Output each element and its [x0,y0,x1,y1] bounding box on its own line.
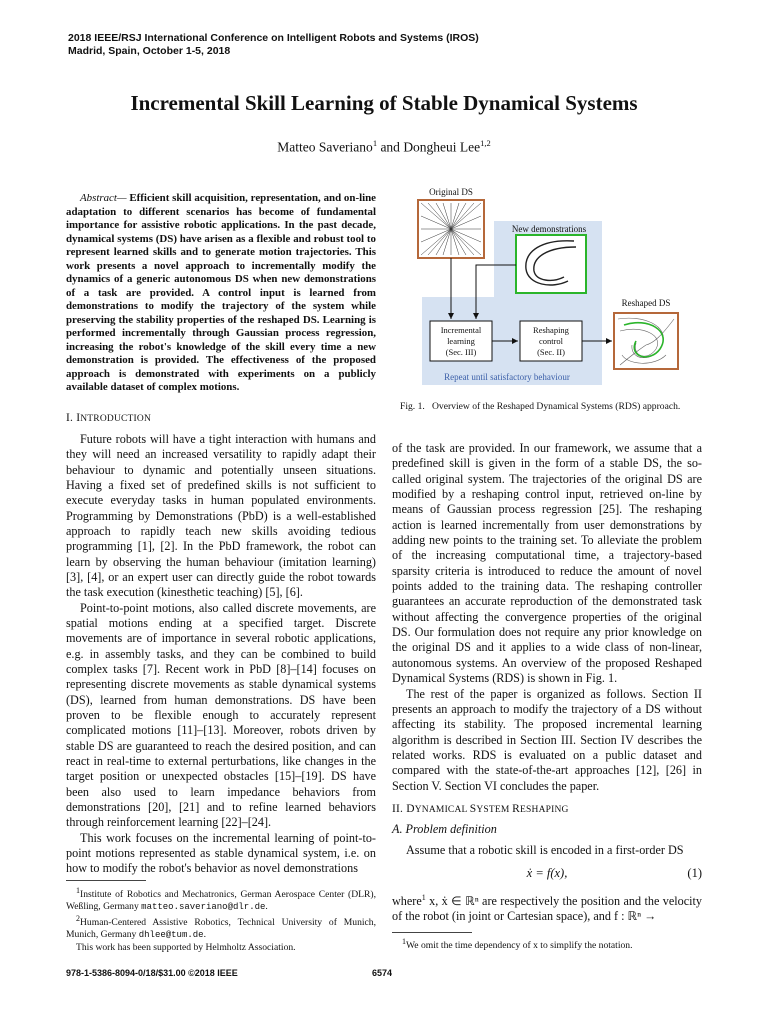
footnote-text: Human-Centered Assistive Robotics, Technical University of Munich, Munich, Germany [66,917,376,941]
footer-page-number: 6574 [372,968,393,978]
subsection-problem-definition: A. Problem definition [392,822,497,837]
section-number: I. [66,411,77,424]
figure-1 [392,185,712,395]
footnote-text: Institute of Robotics and Mechatronics, German Aerospace Center (DLR), Weßling, Germany [66,889,376,912]
equation-1 [392,864,702,884]
label-reshaping-3: (Sec. II) [537,347,565,357]
footnote-marker: 2 [76,914,80,924]
email-link[interactable]: matteo.saveriano@dlr.de [141,901,266,912]
caption-label: Fig. 1. [400,401,425,412]
author-1: Matteo Saveriano [277,139,373,155]
abstract-dash: — [116,192,130,204]
footnote-marker: 1 [402,937,406,946]
section-cap: R [512,802,521,815]
footnote-text: We omit the time dependency of x to simplify the notation. [406,940,633,952]
section-smallcaps: NTRODUCTION [80,413,152,424]
label-new-demonstrations: New demonstrations [511,224,587,234]
right-footnotes [392,932,702,952]
figure-1-caption [400,401,710,412]
section-smallcaps: ESHAPING [520,804,569,815]
label-reshaping-1: Reshaping [533,325,569,335]
author-line [0,138,768,156]
footnote-affiliation-1 [66,885,376,913]
intro-paragraph-1: Future robots will have a tight interaction with humans and they will need an increased versatility to rapidly adapt their behaviour to dynamic and potentially unseen situations. Having a fixed set of predefined skills is not sufficient to execute everyday tasks in human populated environments. Programming by Demonstrations (PbD) is a well-established approach to rapidly teach new skills avoiding tedious programming [1], [2]. In the PbD framework, the robot can learn by observing the human behaviour (imitation learning) [3], [4], or an expert user can directly guide the robot towards the task execution (kinesthetic teaching) [5], [6]. [66,431,376,600]
footnote-end: . [203,929,206,941]
section-cap: I [76,411,81,424]
text-run: x, ẋ ∈ ℝⁿ are respectively the position and the velocity of the robot (in joint or Cartesian space), and f : ℝⁿ → [392,894,702,924]
paper-title: Incremental Skill Learning of Stable Dynamical Systems [130,91,638,115]
intro-paragraph-3: This work focuses on the incremental learning of point-to-point motions represented as stable dynamical system, i.e. on how to modify the robot's behavior as novel demonstrations [66,830,376,876]
footnote-marker: 1 [76,886,80,895]
label-incremental-2: learning [447,336,475,346]
section-smallcaps: YNAMICAL [414,804,470,815]
author-2: Dongheui Lee [403,139,481,155]
email-link[interactable]: dhlee@tum.de [138,930,204,941]
text-run: where [392,894,422,908]
label-incremental-3: (Sec. III) [445,347,477,357]
label-repeat: Repeat until satisfactory behaviour [444,372,570,382]
caption-text: Overview of the Reshaped Dynamical Systems (RDS) approach. [432,401,681,412]
section-smallcaps: YSTEM [476,804,513,815]
right-column [392,441,702,925]
left-footnotes [66,880,376,953]
original-ds-field [421,203,481,255]
author-conjunction: and [377,139,404,155]
abstract-text: Efficient skill acquisition, representation, and on-line adaptation to different scenarios has become of fundamental importance for assistive robotic applications. In the past decade, dynamical systems (DS) have arisen as a flexible and robust tool to represent learned skills and to generate motion trajectories. This work presents a novel approach to incrementally modify the dynamics of a generic autonomous DS when new demonstrations of a task are provided. A control input is learned from demonstrations to modify the trajectory of the system while preserving the stability properties of the reshaped DS. Learning is performed incrementally through Gaussian process regression, increasing the robot's knowledge of the skill every time a new demonstration is provided. The effectiveness of the proposed approach is demonstrated with experiments on a publicly available dataset of complex motions. [66,192,377,393]
label-incremental-1: Incremental [440,325,482,335]
footnote-notation [392,936,702,952]
label-reshaping-2: control [538,336,564,346]
intro-paragraph-2: Point-to-point motions, also called discrete movements, are spatial motions ending at a specified target. Discrete movements are of importance in several robotic applications, e.g. in assembly tasks, and they can be combined to build complex tasks [7]. Recent work in PbD [8]–[14] focuses on representing discrete movements as stable dynamical systems (DS), learned from human demonstrations. DS have been proven to be flexible enough to accurately represent complicated motions [11]–[13]. Moreover, robots driven by stable DS are guaranteed to reach the desired position, and can react in real-time to external perturbations, like changes in the target position or unexpected obstacles [15]–[19]. DS have been also used to learn impedance behaviors from demonstrations [20], [21] and to refine learned behaviors through reinforcement learning [22]–[24]. [66,600,376,830]
equation-number: (1) [687,865,702,880]
right-paragraph-3: Assume that a robotic skill is encoded in a first-order DS [406,842,684,857]
author-2-affil: 1,2 [480,138,491,148]
conference-header [68,32,479,58]
conference-location: Madrid, Spain, October 1-5, 2018 [68,45,231,57]
label-reshaped-ds: Reshaped DS [621,298,671,308]
author-1-affil: 1 [372,138,378,148]
left-column [66,192,376,877]
equation-body: ẋ = f(x), [526,865,568,880]
section-cap: D [406,802,415,815]
footnote-end: . [265,900,268,912]
footer-copyright: 978-1-5386-8094-0/18/$31.00 ©2018 IEEE [66,968,238,978]
footnote-funding: This work has been supported by Helmholtz Association. [76,941,296,953]
section-number: II. [392,802,407,815]
right-paragraph-2: The rest of the paper is organized as follows. Section II presents an approach to modify the trajectory of a DS without affecting its stability. The proposed incremental learning algorithm is described in Section III. Section IV describes the related works. RDS is evaluated on a public dataset and compared with the state-of-the-art approaches [12], [26] in Section V. Section VI concludes the paper. [392,686,702,793]
figure-1-diagram [392,185,712,390]
abstract [66,192,376,395]
footnote-ref: 1 [421,892,426,902]
section-heading-introduction [66,411,376,427]
section-cap: S [469,802,477,815]
conference-name: 2018 IEEE/RSJ International Conference on Intelligent Robots and Systems (IROS) [68,32,479,44]
abstract-label: Abstract [80,192,117,204]
reshaped-ds-box [614,313,678,369]
right-paragraph-1: of the task are provided. In our framework, we assume that a predefined skill is given in the form of a stable DS, the so-called original system. The trajectories of the original DS are modified by a reshaping control input, retrieved on-line by means of Gaussian process regression [25]. The reshaping action is learned incrementally from user demonstrations by adding new points to the training set. To alleviate the problem of the increasing computational time, a trajectory-based sparsity criteria is introduced to reduce the amount of novel points added to the training data. The reshaping controller guarantees an accurate reproduction of the demonstrated task without affecting the convergence properties of the original DS. Our formulation does not require any prior knowledge on the original DS and it applies to a wide class of non-linear, autonomous systems. An overview of the proposed Reshaped Dynamical Systems (RDS) is shown in Fig. 1. [392,441,702,686]
right-paragraph-4 [392,890,702,925]
footnote-affiliation-2 [66,913,376,941]
label-original-ds: Original DS [429,187,473,197]
section-heading-ds-reshaping [392,802,702,818]
